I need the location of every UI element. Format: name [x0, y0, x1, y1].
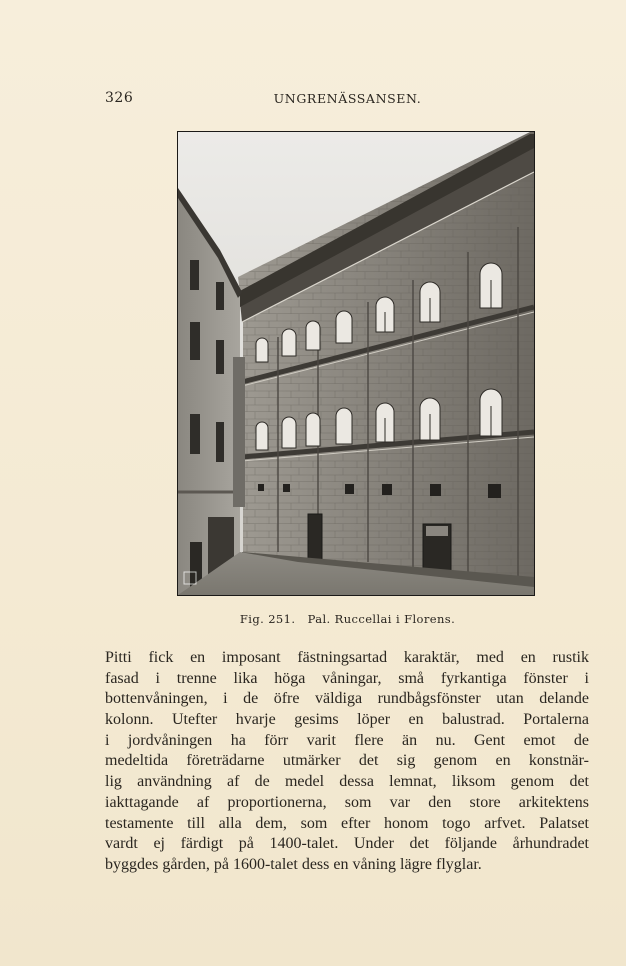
- text-line: medeltida företrädarne utmärker det sig genom en konstnär-: [105, 752, 589, 770]
- text-line: testamente till alla dem, som efter honom togo arfvet. Palatset: [105, 814, 589, 832]
- body-paragraph: [105, 648, 589, 876]
- figure-photograph: [177, 131, 535, 596]
- page-number: 326: [105, 90, 134, 106]
- text-line: byggdes gården, på 1600-talet dess en våning lägre flyglar.: [105, 855, 482, 873]
- figure-caption: Fig. 251. Pal. Ruccellai i Florens.: [239, 612, 456, 626]
- text-line: Pitti fick en imposant fästningsartad karaktär, med en rustik: [105, 649, 589, 666]
- page-header: [105, 90, 590, 110]
- text-line: kolonn. Utefter hvarje gesims löper en balustrad. Portalerna: [105, 711, 589, 729]
- text-line: iakttagande af proportionerna, som var den store arkitektens: [105, 793, 589, 811]
- text-line: lig användning af de medel dessa lemnat, liksom genom det: [105, 773, 589, 791]
- text-line: vardt ej färdigt på 1400-talet. Under det följande århundradet: [105, 835, 589, 853]
- running-title: UNGRENÄSSANSEN.: [273, 91, 422, 106]
- text-line: bottenvåningen, i de öfre väldiga rundbågsfönster utan delande: [105, 690, 589, 708]
- palazzo-photo: [178, 132, 534, 595]
- text-line: i jordvåningen ha förr varit flere än nu. Gent emot de: [105, 731, 589, 749]
- text-line: fasad i trenne lika höga våningar, små fyrkantiga fönster i: [105, 669, 589, 687]
